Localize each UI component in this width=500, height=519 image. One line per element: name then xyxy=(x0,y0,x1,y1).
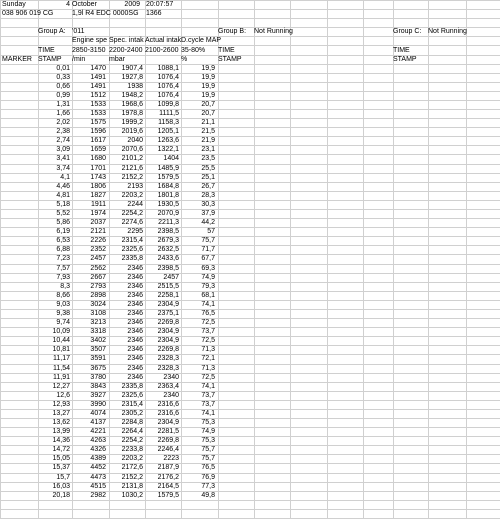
group-a-label[interactable]: Group A: xyxy=(38,28,66,36)
actual-intake-cell[interactable]: 2187,9 xyxy=(157,464,179,472)
spec-intake-cell[interactable]: 2203,2 xyxy=(121,455,143,463)
duty-cycle-cell[interactable]: 73,7 xyxy=(201,400,215,408)
spec-intake-cell[interactable]: 2274,6 xyxy=(121,219,143,227)
engine-speed-cell[interactable]: 1680 xyxy=(90,155,106,163)
actual-intake-cell[interactable]: 1579,5 xyxy=(157,173,179,181)
engine-speed-cell[interactable]: 4221 xyxy=(90,428,106,436)
time-stamp-cell[interactable]: 9,74 xyxy=(56,319,70,327)
spec-intake-cell[interactable]: 2346 xyxy=(127,309,143,317)
time-stamp-cell[interactable]: 20,18 xyxy=(52,491,70,499)
duty-cycle-cell[interactable]: 44,2 xyxy=(201,219,215,227)
group-a-value[interactable]: '011 xyxy=(72,28,85,36)
time-stamp-cell[interactable]: 15,37 xyxy=(52,464,70,472)
duty-cycle-cell[interactable]: 73,7 xyxy=(201,391,215,399)
actual-intake-cell[interactable]: 1205,1 xyxy=(157,128,179,136)
group-c-label[interactable]: Group C: xyxy=(393,28,422,36)
grid-column-line xyxy=(363,0,364,518)
time-stamp-cell[interactable]: 10,81 xyxy=(52,346,70,354)
time-stamp-cell[interactable]: 14,36 xyxy=(52,437,70,445)
actual-intake-cell[interactable]: 2281,5 xyxy=(157,428,179,436)
duty-cycle-cell[interactable]: 75,3 xyxy=(201,437,215,445)
duty-cycle-cell[interactable]: 19,9 xyxy=(201,64,215,72)
spec-intake-cell[interactable]: 2019,6 xyxy=(121,128,143,136)
actual-intake-cell[interactable]: 2679,3 xyxy=(157,237,179,245)
part-number-cell[interactable]: 038 906 019 CG xyxy=(2,10,54,18)
spec-intake-cell[interactable]: 2152,2 xyxy=(121,173,143,181)
grid-column-line xyxy=(428,0,429,518)
engine-speed-cell[interactable]: 1701 xyxy=(90,164,106,172)
engine-speed-cell[interactable]: 3990 xyxy=(90,400,106,408)
engine-speed-cell[interactable]: 1974 xyxy=(90,210,106,218)
duty-cycle-cell[interactable]: 75,7 xyxy=(201,455,215,463)
actual-intake-cell[interactable]: 2070,9 xyxy=(157,210,179,218)
time-stamp-cell[interactable]: 12,27 xyxy=(52,382,70,390)
duty-cycle-cell[interactable]: 23,1 xyxy=(201,146,215,154)
duty-cycle-cell[interactable]: 74,9 xyxy=(201,428,215,436)
engine-speed-cell[interactable]: 4263 xyxy=(90,437,106,445)
time-stamp-cell[interactable]: 9,03 xyxy=(56,300,70,308)
engine-speed-cell[interactable]: 1743 xyxy=(90,173,106,181)
time-stamp-cell[interactable]: 1,66 xyxy=(56,110,70,118)
time-stamp-cell[interactable]: 3,41 xyxy=(56,155,70,163)
duty-cycle-cell[interactable]: 79,3 xyxy=(201,282,215,290)
engine-speed-cell[interactable]: 2037 xyxy=(90,219,106,227)
actual-intake-cell[interactable]: 1088,1 xyxy=(157,64,179,72)
actual-intake-cell[interactable]: 2269,8 xyxy=(157,319,179,327)
time-stamp-cell[interactable]: 15,7 xyxy=(56,473,70,481)
duty-cycle-cell[interactable]: 76,5 xyxy=(201,309,215,317)
duty-cycle-cell[interactable]: 23,5 xyxy=(201,155,215,163)
group-c-value[interactable]: Not Running xyxy=(428,28,467,36)
duty-cycle-cell[interactable]: 71,7 xyxy=(201,246,215,254)
duty-cycle-cell[interactable]: 20,7 xyxy=(201,100,215,108)
spec-intake-cell[interactable]: 2315,4 xyxy=(121,400,143,408)
spec-intake-cell[interactable]: 2346 xyxy=(127,291,143,299)
spec-intake-cell[interactable]: 1978,8 xyxy=(121,110,143,118)
actual-intake-cell[interactable]: 1099,8 xyxy=(157,100,179,108)
spec-intake-cell[interactable]: 2346 xyxy=(127,319,143,327)
duty-cycle-cell[interactable]: 74,1 xyxy=(201,300,215,308)
engine-speed-cell[interactable]: 3675 xyxy=(90,364,106,372)
col-c2-header-2[interactable]: 2200-2400 xyxy=(109,46,143,54)
col-c4-header-3[interactable]: % xyxy=(181,55,188,63)
actual-intake-cell[interactable]: 1322,1 xyxy=(157,146,179,154)
engine-speed-cell[interactable]: 2982 xyxy=(90,491,106,499)
engine-speed-cell[interactable]: 1491 xyxy=(90,82,106,90)
engine-speed-cell[interactable]: 3591 xyxy=(90,355,106,363)
grid-column-line xyxy=(254,0,255,518)
engine-speed-cell[interactable]: 1533 xyxy=(90,110,106,118)
engine-speed-cell[interactable]: 3507 xyxy=(90,346,106,354)
time-stamp-cell[interactable]: 0,33 xyxy=(56,73,70,81)
time-stamp-cell[interactable]: 1,31 xyxy=(56,100,70,108)
col-c2-header-1[interactable]: Spec. intak xyxy=(109,37,144,45)
duty-cycle-cell[interactable]: 75,3 xyxy=(201,419,215,427)
actual-intake-cell[interactable]: 2258,1 xyxy=(157,291,179,299)
duty-cycle-cell[interactable]: 76,5 xyxy=(201,464,215,472)
time-stamp-cell[interactable]: 2,74 xyxy=(56,137,70,145)
time-stamp-cell[interactable]: 15,05 xyxy=(52,455,70,463)
grid-column-line xyxy=(218,0,219,518)
spec-intake-cell[interactable]: 1968,6 xyxy=(121,100,143,108)
engine-speed-cell[interactable]: 4452 xyxy=(90,464,106,472)
engine-speed-cell[interactable]: 1659 xyxy=(90,146,106,154)
engine-cell[interactable]: 1,9l R4 EDC 0000SG xyxy=(72,10,139,18)
time-stamp-cell[interactable]: 2,02 xyxy=(56,119,70,127)
spec-intake-cell[interactable]: 2346 xyxy=(127,373,143,381)
time-stamp-cell[interactable]: 0,99 xyxy=(56,91,70,99)
engine-speed-cell[interactable]: 1512 xyxy=(90,91,106,99)
engine-speed-cell[interactable]: 2667 xyxy=(90,273,106,281)
duty-cycle-cell[interactable]: 74,1 xyxy=(201,382,215,390)
actual-intake-cell[interactable]: 2515,5 xyxy=(157,282,179,290)
duty-cycle-cell[interactable]: 74,1 xyxy=(201,409,215,417)
engine-speed-cell[interactable]: 3213 xyxy=(90,319,106,327)
duty-cycle-cell[interactable]: 19,9 xyxy=(201,73,215,81)
engine-speed-cell[interactable]: 3927 xyxy=(90,391,106,399)
actual-intake-cell[interactable]: 1801,8 xyxy=(157,191,179,199)
time-stamp-cell[interactable]: 12,6 xyxy=(56,391,70,399)
actual-intake-cell[interactable]: 2304,9 xyxy=(157,419,179,427)
time-stamp-cell[interactable]: 4,81 xyxy=(56,191,70,199)
time-stamp-cell[interactable]: 14,72 xyxy=(52,446,70,454)
marker-header[interactable]: MARKER xyxy=(2,55,32,63)
time-stamp-cell[interactable]: 7,93 xyxy=(56,273,70,281)
time-stamp-cell[interactable]: 3,74 xyxy=(56,164,70,172)
duty-cycle-cell[interactable]: 68,1 xyxy=(201,291,215,299)
actual-intake-cell[interactable]: 2164,5 xyxy=(157,482,179,490)
time-stamp-cell[interactable]: 6,53 xyxy=(56,237,70,245)
spec-intake-cell[interactable]: 1948,2 xyxy=(121,91,143,99)
engine-speed-cell[interactable]: 3843 xyxy=(90,382,106,390)
actual-intake-cell[interactable]: 2304,9 xyxy=(157,328,179,336)
actual-intake-cell[interactable]: 2363,4 xyxy=(157,382,179,390)
spec-intake-cell[interactable]: 2325,6 xyxy=(121,246,143,254)
col-c1-header-2[interactable]: 2850-3150 xyxy=(72,46,106,54)
time-stamp-cell[interactable]: 11,17 xyxy=(53,355,70,363)
duty-cycle-cell[interactable]: 69,3 xyxy=(201,264,215,272)
spec-intake-cell[interactable]: 2254,2 xyxy=(121,210,143,218)
duty-cycle-cell[interactable]: 75,7 xyxy=(201,237,215,245)
engine-speed-cell[interactable]: 1911 xyxy=(90,200,106,208)
time-stamp-cell[interactable]: 10,44 xyxy=(52,337,70,345)
engine-speed-cell[interactable]: 1617 xyxy=(90,137,106,145)
duty-cycle-cell[interactable]: 21,5 xyxy=(201,128,215,136)
duty-cycle-cell[interactable]: 76,9 xyxy=(201,473,215,481)
duty-cycle-cell[interactable]: 21,1 xyxy=(201,119,215,127)
time-stamp-cell[interactable]: 11,54 xyxy=(53,364,70,372)
actual-intake-cell[interactable]: 2375,1 xyxy=(157,309,179,317)
time-stamp-cell[interactable]: 13,27 xyxy=(52,409,70,417)
spec-intake-cell[interactable]: 2346 xyxy=(127,364,143,372)
spec-intake-cell[interactable]: 2315,4 xyxy=(121,237,143,245)
engine-speed-cell[interactable]: 2226 xyxy=(90,237,106,245)
time-stamp-cell[interactable]: 11,91 xyxy=(53,373,70,381)
time-stamp-cell[interactable]: 6,19 xyxy=(56,228,70,236)
spec-intake-cell[interactable]: 2346 xyxy=(127,346,143,354)
stamp-header[interactable]: STAMP xyxy=(38,55,62,63)
duty-cycle-cell[interactable]: 57 xyxy=(207,228,215,236)
actual-intake-cell[interactable]: 2457 xyxy=(163,273,179,281)
spec-intake-cell[interactable]: 2040 xyxy=(127,137,143,145)
spec-intake-cell[interactable]: 2193 xyxy=(127,182,143,190)
spec-intake-cell[interactable]: 1927,8 xyxy=(121,73,143,81)
duty-cycle-cell[interactable]: 28,3 xyxy=(201,191,215,199)
actual-intake-cell[interactable]: 2176,2 xyxy=(157,473,179,481)
col-c3-header-1[interactable]: Actual intak xyxy=(145,37,181,45)
grid-row-line xyxy=(0,509,500,510)
spec-intake-cell[interactable]: 2346 xyxy=(127,264,143,272)
actual-intake-cell[interactable]: 2316,6 xyxy=(157,400,179,408)
time-stamp-cell[interactable]: 7,57 xyxy=(56,264,70,272)
time-stamp-cell[interactable]: 12,93 xyxy=(52,400,70,408)
actual-intake-cell[interactable]: 1158,3 xyxy=(158,119,179,127)
time-stamp-cell[interactable]: 5,18 xyxy=(56,200,70,208)
actual-intake-cell[interactable]: 1485,9 xyxy=(157,164,179,172)
duty-cycle-cell[interactable]: 49,8 xyxy=(201,491,215,499)
actual-intake-cell[interactable]: 1076,4 xyxy=(157,82,179,90)
engine-speed-cell[interactable]: 1533 xyxy=(90,100,106,108)
duty-cycle-cell[interactable]: 72,5 xyxy=(201,337,215,345)
actual-intake-cell[interactable]: 1076,4 xyxy=(157,91,179,99)
actual-intake-cell[interactable]: 2433,6 xyxy=(157,255,179,263)
actual-intake-cell[interactable]: 2269,8 xyxy=(157,437,179,445)
spec-intake-cell[interactable]: 2335,8 xyxy=(121,382,143,390)
duty-cycle-cell[interactable]: 71,3 xyxy=(201,364,215,372)
engine-speed-cell[interactable]: 4473 xyxy=(90,473,106,481)
grid-column-line xyxy=(393,0,394,518)
time-stamp-cell[interactable]: 16,03 xyxy=(52,482,70,490)
spec-intake-cell[interactable]: 2284,8 xyxy=(121,419,143,427)
actual-intake-cell[interactable]: 1930,5 xyxy=(157,200,179,208)
actual-intake-cell[interactable]: 2328,3 xyxy=(157,355,179,363)
spec-intake-cell[interactable]: 2264,4 xyxy=(121,428,143,436)
col-c1-header-3[interactable]: /min xyxy=(72,55,86,63)
time-stamp-cell[interactable]: 4,46 xyxy=(56,182,70,190)
time-stamp-cell[interactable]: 2,38 xyxy=(56,128,70,136)
grid-column-line xyxy=(0,0,1,518)
time-stamp-cell[interactable]: 3,09 xyxy=(56,146,70,154)
spec-intake-cell[interactable]: 1030,2 xyxy=(121,491,143,499)
spec-intake-cell[interactable]: 2295 xyxy=(127,228,143,236)
time-stamp-cell[interactable]: 7,23 xyxy=(56,255,70,263)
actual-intake-cell[interactable]: 2328,3 xyxy=(157,364,179,372)
spec-intake-cell[interactable]: 2203,2 xyxy=(121,191,143,199)
duty-cycle-cell[interactable]: 73,7 xyxy=(201,328,215,336)
duty-cycle-cell[interactable]: 21,9 xyxy=(201,137,215,145)
time-cell[interactable]: 20:07:57 xyxy=(146,1,174,8)
duty-cycle-cell[interactable]: 30,3 xyxy=(201,200,215,208)
engine-speed-cell[interactable]: 4074 xyxy=(90,409,106,417)
engine-speed-cell[interactable]: 1491 xyxy=(90,73,106,81)
col-c1-header-1[interactable]: Engine spe xyxy=(72,37,108,45)
duty-cycle-cell[interactable]: 72,1 xyxy=(201,355,215,363)
engine-speed-cell[interactable]: 2562 xyxy=(90,264,106,272)
col-c2-header-3[interactable]: mbar xyxy=(109,55,125,63)
day-cell[interactable]: Sunday xyxy=(2,1,26,8)
time-stamp-cell[interactable]: 5,52 xyxy=(56,210,70,218)
spec-intake-cell[interactable]: 2172,6 xyxy=(121,464,143,472)
time-stamp-cell[interactable]: 6,88 xyxy=(56,246,70,254)
spec-intake-cell[interactable]: 2346 xyxy=(127,300,143,308)
actual-intake-cell[interactable]: 2223 xyxy=(163,455,179,463)
duty-cycle-cell[interactable]: 71,3 xyxy=(201,346,215,354)
engine-speed-cell[interactable]: 1806 xyxy=(90,182,106,190)
spec-intake-cell[interactable]: 2131,8 xyxy=(121,482,143,490)
time-stamp-cell[interactable]: 9,38 xyxy=(56,309,70,317)
actual-intake-cell[interactable]: 2632,5 xyxy=(157,246,179,254)
engine-speed-cell[interactable]: 1596 xyxy=(90,128,106,136)
engine-speed-cell[interactable]: 2898 xyxy=(90,291,106,299)
spec-intake-cell[interactable]: 2346 xyxy=(127,337,143,345)
date-number-cell[interactable]: 4 xyxy=(66,1,70,8)
engine-speed-cell[interactable]: 3402 xyxy=(90,337,106,345)
engine-speed-cell[interactable]: 3024 xyxy=(90,300,106,308)
spec-intake-cell[interactable]: 2335,8 xyxy=(121,255,143,263)
time-header[interactable]: TIME xyxy=(38,46,55,54)
col-c3-header-2[interactable]: 2100-2600 xyxy=(145,46,179,54)
spec-intake-cell[interactable]: 2254,2 xyxy=(121,437,143,445)
group-b-label[interactable]: Group B: xyxy=(218,28,247,36)
grid-row-line xyxy=(0,18,500,19)
col-c4-header-1[interactable]: D.cycle MAP xyxy=(181,37,221,45)
duty-cycle-cell[interactable]: 20,7 xyxy=(201,110,215,118)
engine-speed-cell[interactable]: 3318 xyxy=(90,328,106,336)
grid-column-line xyxy=(327,0,328,518)
duty-cycle-cell[interactable]: 25,1 xyxy=(201,173,215,181)
actual-intake-cell[interactable]: 2398,5 xyxy=(157,264,179,272)
spec-intake-cell[interactable]: 2121,6 xyxy=(121,164,143,172)
duty-cycle-cell[interactable]: 67,7 xyxy=(201,255,215,263)
actual-intake-cell[interactable]: 2398,5 xyxy=(157,228,179,236)
actual-intake-cell[interactable]: 2340 xyxy=(163,391,179,399)
time-stamp-cell[interactable]: 10,09 xyxy=(52,328,70,336)
actual-intake-cell[interactable]: 1111,5 xyxy=(159,110,179,118)
engine-speed-cell[interactable]: 4515 xyxy=(90,482,106,490)
actual-intake-cell[interactable]: 1579,5 xyxy=(157,491,179,499)
time-stamp-cell[interactable]: 0,01 xyxy=(56,64,70,72)
time-stamp-cell[interactable]: 8,3 xyxy=(60,282,70,290)
actual-intake-cell[interactable]: 2304,9 xyxy=(157,300,179,308)
engine-speed-cell[interactable]: 2121 xyxy=(90,228,106,236)
spec-intake-cell[interactable]: 2233,8 xyxy=(121,446,143,454)
engine-speed-cell[interactable]: 1575 xyxy=(90,119,106,127)
spec-intake-cell[interactable]: 2346 xyxy=(127,282,143,290)
actual-intake-cell[interactable]: 1263,6 xyxy=(157,137,179,145)
actual-intake-cell[interactable]: 2269,8 xyxy=(157,346,179,354)
spec-intake-cell[interactable]: 2101,2 xyxy=(121,155,143,163)
time-stamp-cell[interactable]: 8,66 xyxy=(56,291,70,299)
group-b-stamp-header[interactable]: STAMP xyxy=(218,55,242,63)
grid-column-line xyxy=(290,0,291,518)
time-stamp-cell[interactable]: 5,86 xyxy=(56,219,70,227)
spec-intake-cell[interactable]: 1907,4 xyxy=(121,64,143,72)
duty-cycle-cell[interactable]: 77,3 xyxy=(201,482,215,490)
spec-intake-cell[interactable]: 2346 xyxy=(127,355,143,363)
spec-intake-cell[interactable]: 2325,6 xyxy=(121,391,143,399)
group-c-time-header[interactable]: TIME xyxy=(393,46,410,54)
grid-row-line xyxy=(0,500,500,501)
group-c-stamp-header[interactable]: STAMP xyxy=(393,55,417,63)
duty-cycle-cell[interactable]: 26,7 xyxy=(201,182,215,190)
spec-intake-cell[interactable]: 2346 xyxy=(127,273,143,281)
group-b-time-header[interactable]: TIME xyxy=(218,46,235,54)
code-cell[interactable]: 1366 xyxy=(146,10,162,18)
duty-cycle-cell[interactable]: 19,9 xyxy=(201,91,215,99)
engine-speed-cell[interactable]: 3108 xyxy=(90,309,106,317)
duty-cycle-cell[interactable]: 72,5 xyxy=(201,319,215,327)
time-stamp-cell[interactable]: 13,62 xyxy=(52,419,70,427)
duty-cycle-cell[interactable]: 74,9 xyxy=(201,273,215,281)
actual-intake-cell[interactable]: 2340 xyxy=(163,373,179,381)
spec-intake-cell[interactable]: 2346 xyxy=(127,328,143,336)
col-c4-header-2[interactable]: 35-80% xyxy=(181,46,206,54)
engine-speed-cell[interactable]: 2793 xyxy=(90,282,106,290)
actual-intake-cell[interactable]: 2211,3 xyxy=(158,219,179,227)
duty-cycle-cell[interactable]: 19,9 xyxy=(201,82,215,90)
grid-column-line xyxy=(466,0,467,518)
spec-intake-cell[interactable]: 1999,2 xyxy=(121,119,143,127)
actual-intake-cell[interactable]: 1684,8 xyxy=(157,182,179,190)
duty-cycle-cell[interactable]: 25,5 xyxy=(201,164,215,172)
actual-intake-cell[interactable]: 2316,6 xyxy=(157,409,179,417)
spec-intake-cell[interactable]: 1938 xyxy=(127,82,143,90)
group-b-value[interactable]: Not Running xyxy=(254,28,293,36)
year-cell[interactable]: 2009 xyxy=(124,1,140,8)
time-stamp-cell[interactable]: 4,1 xyxy=(60,173,70,181)
actual-intake-cell[interactable]: 2246,4 xyxy=(157,446,179,454)
time-stamp-cell[interactable]: 13,99 xyxy=(52,428,70,436)
duty-cycle-cell[interactable]: 75,7 xyxy=(201,446,215,454)
actual-intake-cell[interactable]: 1076,4 xyxy=(157,73,179,81)
actual-intake-cell[interactable]: 1404 xyxy=(163,155,179,163)
month-cell[interactable]: October xyxy=(72,1,97,8)
duty-cycle-cell[interactable]: 72,5 xyxy=(201,373,215,381)
time-stamp-cell[interactable]: 0,66 xyxy=(56,82,70,90)
engine-speed-cell[interactable]: 3780 xyxy=(90,373,106,381)
spec-intake-cell[interactable]: 2070,6 xyxy=(121,146,143,154)
spec-intake-cell[interactable]: 2244 xyxy=(127,200,143,208)
spec-intake-cell[interactable]: 2152,2 xyxy=(121,473,143,481)
engine-speed-cell[interactable]: 2352 xyxy=(90,246,106,254)
duty-cycle-cell[interactable]: 37,9 xyxy=(201,210,215,218)
engine-speed-cell[interactable]: 1470 xyxy=(90,64,106,72)
engine-speed-cell[interactable]: 4326 xyxy=(90,446,106,454)
spec-intake-cell[interactable]: 2305,2 xyxy=(121,409,143,417)
engine-speed-cell[interactable]: 2457 xyxy=(90,255,106,263)
engine-speed-cell[interactable]: 4137 xyxy=(90,419,106,427)
actual-intake-cell[interactable]: 2304,9 xyxy=(157,337,179,345)
engine-speed-cell[interactable]: 1827 xyxy=(90,191,106,199)
engine-speed-cell[interactable]: 4389 xyxy=(90,455,106,463)
